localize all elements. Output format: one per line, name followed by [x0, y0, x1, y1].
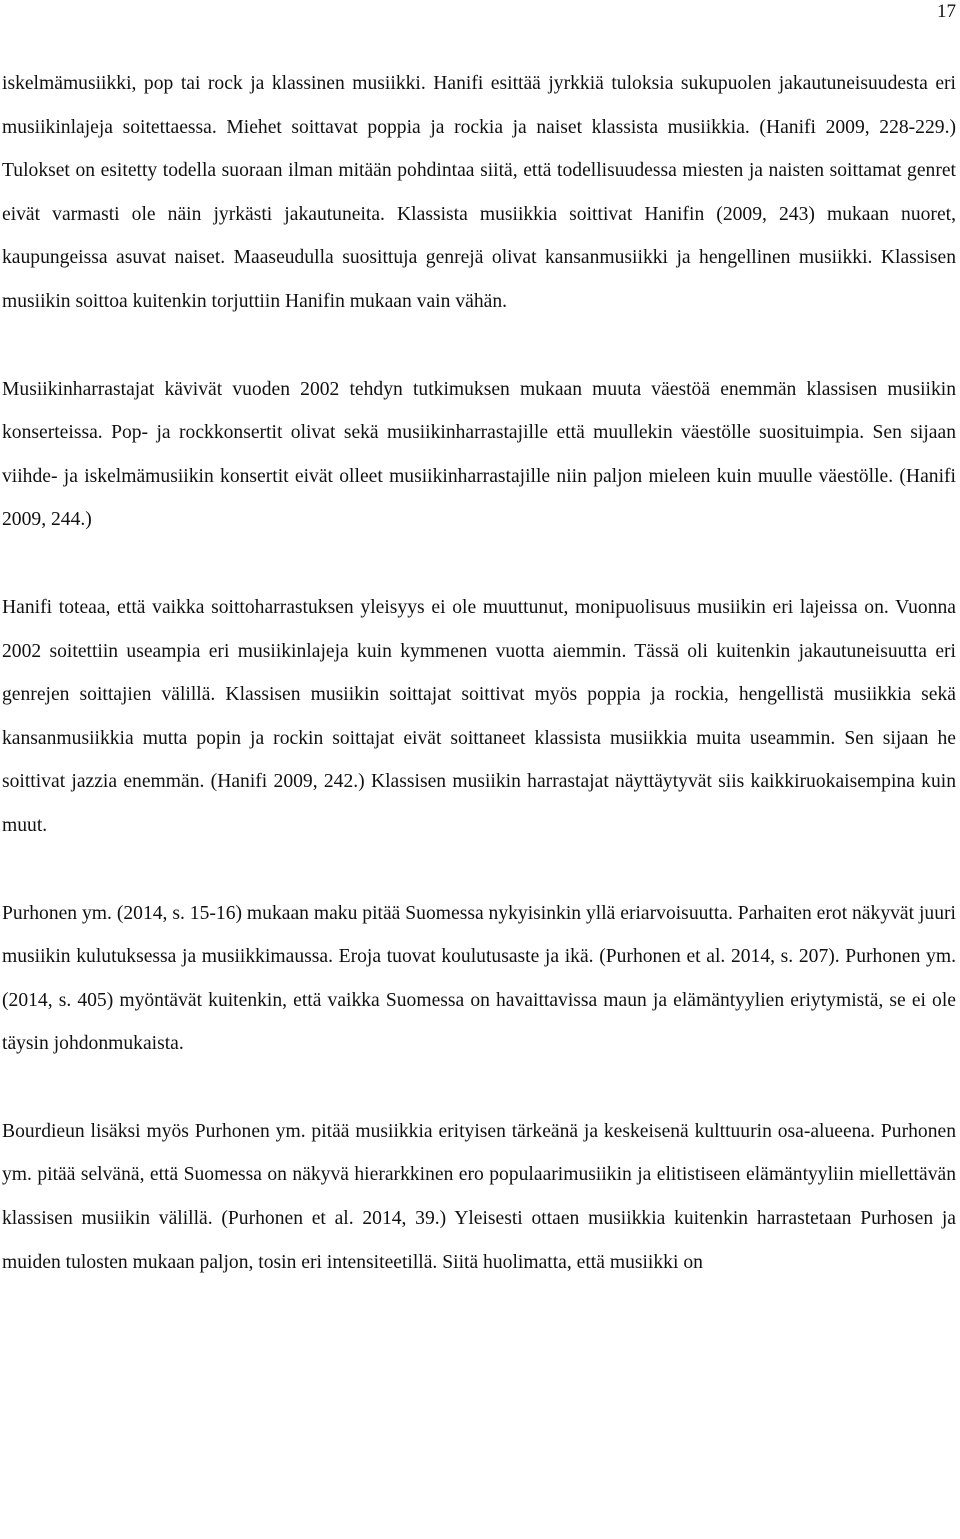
paragraph-2: Musiikinharrastajat kävivät vuoden 2002 tehdyn tutkimuksen mukaan muuta väestöä enemmän klassisen musiikin konserteissa. Pop- ja rockkonsertit olivat sekä musiikinharrastajille että muullekin väestölle suosituimpia. Sen sijaan viihde- ja iskelmämusiikin konsertit eivät olleet musiikinharrastajille niin paljon mieleen kuin muulle väestölle. (Hanifi 2009, 244.) [2, 378, 956, 531]
paragraph-4: Purhonen ym. (2014, s. 15-16) mukaan maku pitää Suomessa nykyisinkin yllä eriarvoisuutta. Parhaiten erot näkyvät juuri musiikin kulutuksessa ja musiikkimaussa. Eroja tuovat koulutusaste ja ikä. (Purhonen et al. 2014, s. 207). Purhonen ym. (2014, s. 405) myöntävät kuitenkin, että vaikka Suomessa on havaittavissa maun ja elämäntyylien eriytymistä, se ei ole täysin johdonmukaista. [2, 902, 956, 1055]
paragraph-5: Bourdieun lisäksi myös Purhonen ym. pitää musiikkia erityisen tärkeänä ja keskeisenä kulttuurin osa-alueena. Purhonen ym. pitää selvänä, että Suomessa on näkyvä hierarkkinen ero populaarimusiikin ja elitistiseen elämäntyyliin miellettävän klassisen musiikin välillä. (Purhonen et al. 2014, 39.) Yleisesti ottaen musiikkia kuitenkin harrastetaan Purhosen ja muiden tulosten mukaan paljon, tosin eri intensiteetillä. Siitä huolimatta, että musiikki on [2, 1120, 956, 1273]
paragraph-3: Hanifi toteaa, että vaikka soittoharrastuksen yleisyys ei ole muuttunut, monipuolisuus musiikin eri lajeissa on. Vuonna 2002 soitettiin useampia eri musiikinlajeja kuin kymmenen vuotta aiemmin. Tässä oli kuitenkin jakautuneisuutta eri genrejen soittajien välillä. Klassisen musiikin soittajat soittivat myös poppia ja rockia, hengellistä musiikkia sekä kansanmusiikkia mutta popin ja rockin soittajat eivät soittaneet klassista musiikkia muita useammin. Sen sijaan he soittivat jazzia enemmän. (Hanifi 2009, 242.) Klassisen musiikin harrastajat näyttäytyvät siis kaikkiruokaisempina kuin muut. [2, 596, 956, 836]
body-text [2, 62, 956, 1328]
paragraph-1: iskelmämusiikki, pop tai rock ja klassinen musiikki. Hanifi esittää jyrkkiä tuloksia sukupuolen jakautuneisuudesta eri musiikinlajeja soitettaessa. Miehet soittavat poppia ja rockia ja naiset klassista musiikkia. (Hanifi 2009, 228-229.) Tulokset on esitetty todella suoraan ilman mitään pohdintaa siitä, että todellisuudessa miesten ja naisten soittamat genret eivät varmasti ole näin jyrkästi jakautuneita. Klassista musiikkia soittivat Hanifin (2009, 243) mukaan nuoret, kaupungeissa asuvat naiset. Maaseudulla suosittuja genrejä olivat kansanmusiikki ja hengellinen musiikki. Klassisen musiikin soittoa kuitenkin torjuttiin Hanifin mukaan vain vähän. [2, 73, 956, 312]
page-number: 17 [937, 1, 956, 22]
